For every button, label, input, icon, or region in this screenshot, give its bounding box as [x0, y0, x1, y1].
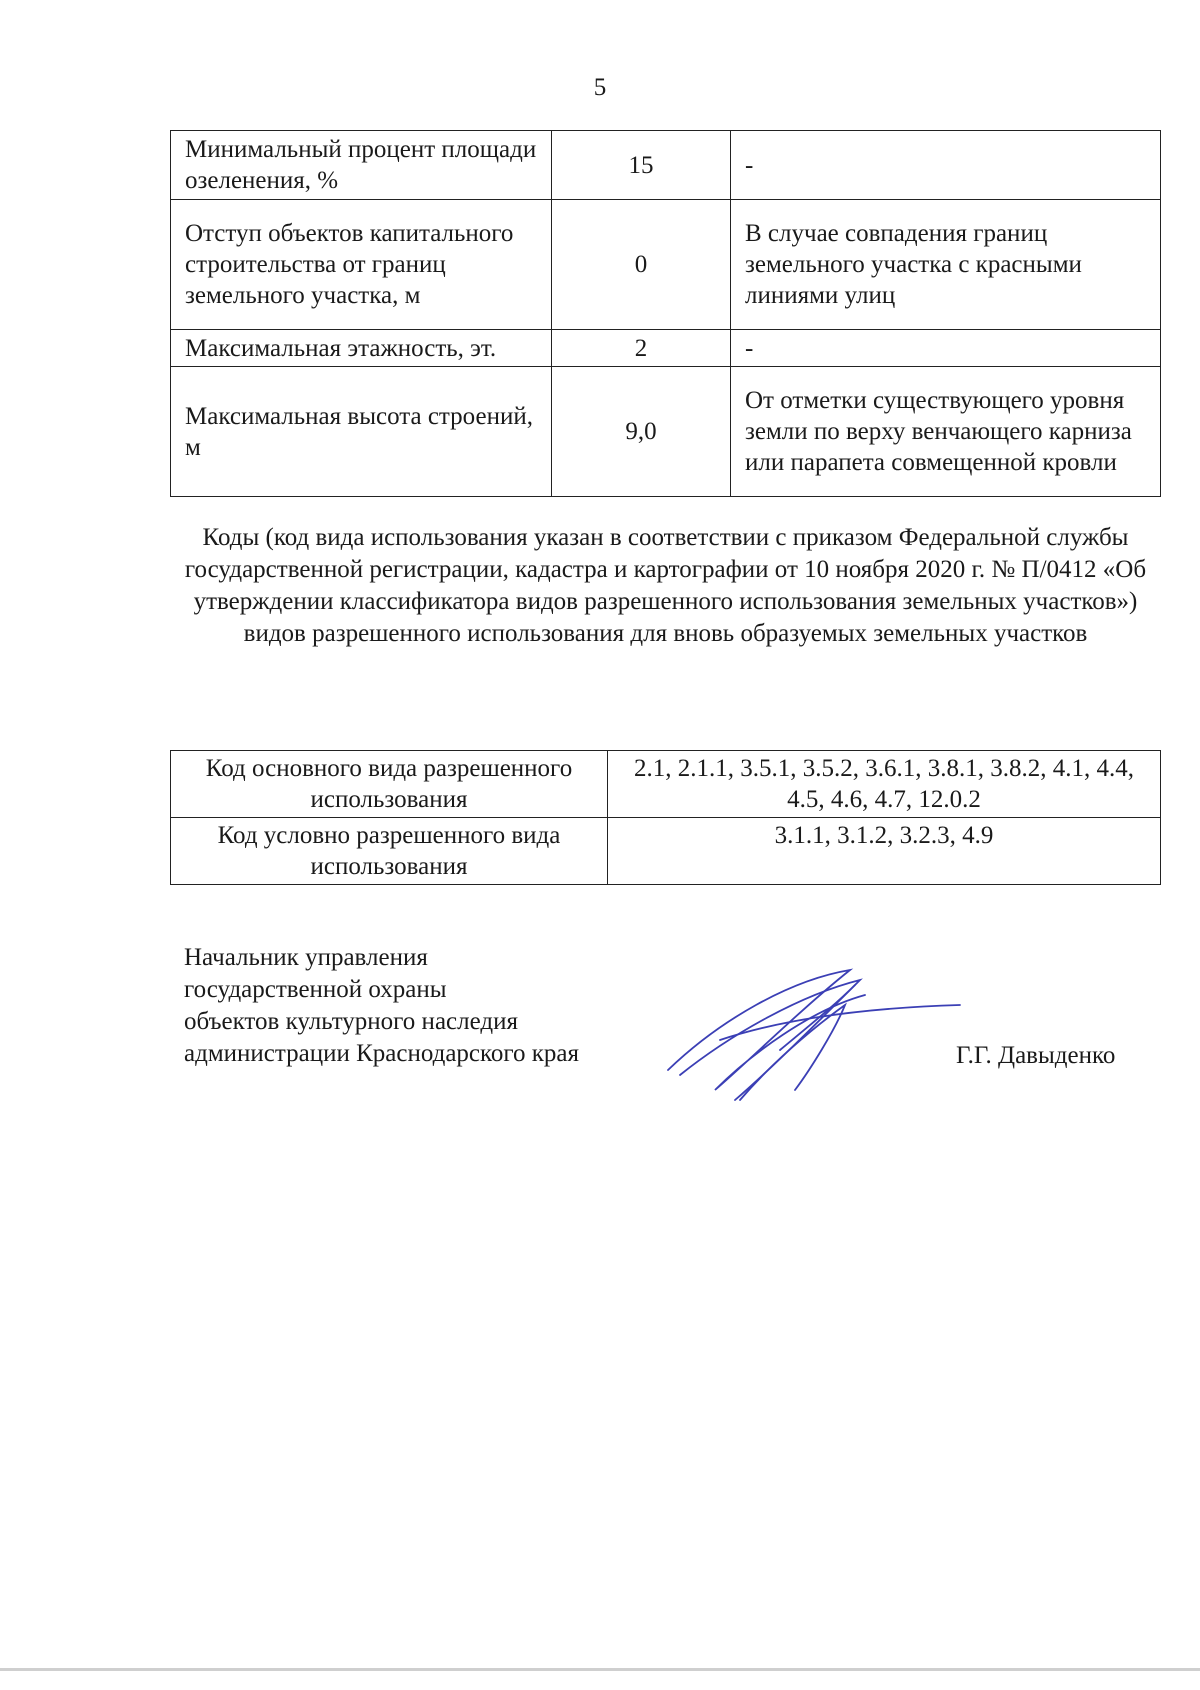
table-row	[171, 751, 1161, 818]
param-value: 0	[552, 200, 731, 330]
table-row	[171, 131, 1161, 200]
signature-stroke	[720, 1005, 960, 1040]
signatory-title	[184, 942, 579, 1070]
table-row	[171, 330, 1161, 367]
param-name: Максимальная высота строений, м	[171, 367, 552, 497]
signatory-title-line: Начальник управления	[184, 944, 428, 971]
signatory-title-line: администрации Краснодарского края	[184, 1040, 580, 1067]
param-note: -	[731, 131, 1161, 200]
code-values: 3.1.1, 3.1.2, 3.2.3, 4.9	[608, 818, 1161, 885]
page-number: 5	[593, 74, 607, 101]
signature-strokes	[668, 970, 960, 1100]
param-note: От отметки существующего уровня земли по верху венчающего карниза или парапета совмещенной кровли	[731, 367, 1161, 497]
param-note: В случае совпадения границ земельного участка с красными линиями улиц	[731, 200, 1161, 330]
param-name: Максимальная этажность, эт.	[171, 330, 552, 367]
param-value: 2	[552, 330, 731, 367]
param-value: 9,0	[552, 367, 731, 497]
param-value: 15	[552, 131, 731, 200]
param-note: -	[731, 330, 1161, 367]
code-values: 2.1, 2.1.1, 3.5.1, 3.5.2, 3.6.1, 3.8.1, 3.8.2, 4.1, 4.4, 4.5, 4.6, 4.7, 12.0.2	[608, 751, 1161, 818]
page-bottom-edge	[0, 1668, 1200, 1671]
parameters-table	[170, 130, 1161, 497]
table-row	[171, 367, 1161, 497]
table-row	[171, 200, 1161, 330]
signatory-name: Г.Г. Давыденко	[956, 1042, 1116, 1069]
codes-table	[170, 750, 1161, 885]
param-name: Минимальный процент площади озеленения, %	[171, 131, 552, 200]
table-row	[171, 818, 1161, 885]
code-type-label: Код основного вида разрешенного использования	[171, 751, 608, 818]
handwritten-signature	[660, 950, 970, 1110]
codes-heading: Коды (код вида использования указан в соответствии с приказом Федеральной службы государственной регистрации, кадастра и картографии от 10 ноября 2020 г. № П/0412 «Об утверждении классификатора видов разрешенного использования земельных участков») видов разрешенного использования для вновь образуемых земельных участков	[184, 524, 1147, 647]
signatory-title-line: объектов культурного наследия	[184, 1008, 518, 1035]
param-name: Отступ объектов капитального строительства от границ земельного участка, м	[171, 200, 552, 330]
code-type-label: Код условно разрешенного вида использования	[171, 818, 608, 885]
signatory-title-line: государственной охраны	[184, 976, 447, 1003]
